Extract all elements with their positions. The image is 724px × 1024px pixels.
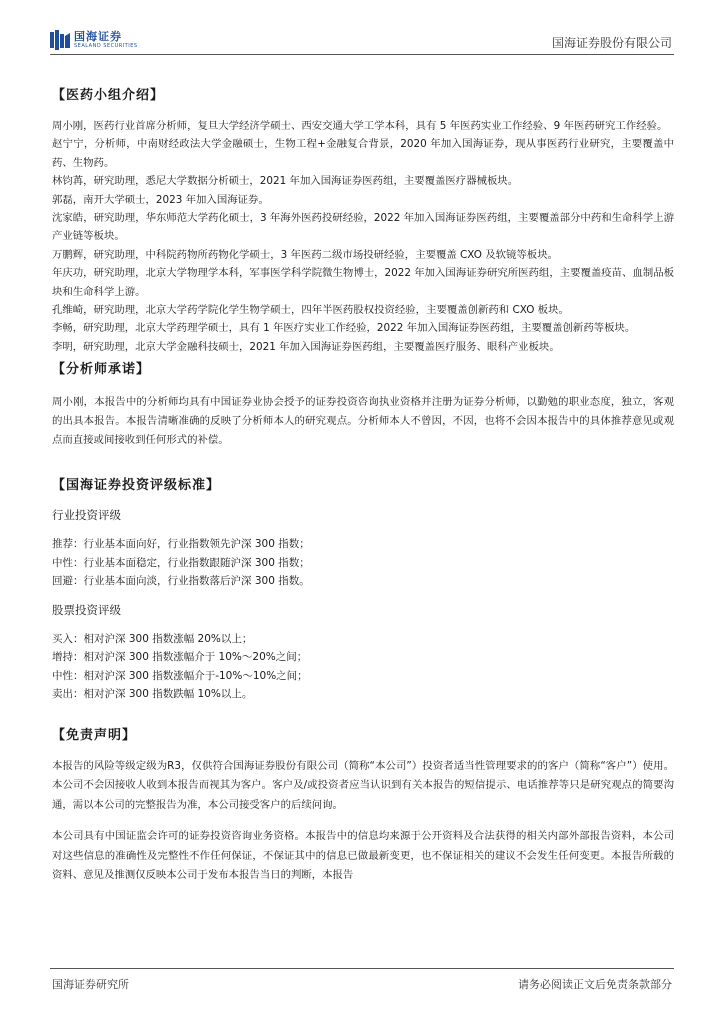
team-section-title: 【医药小组介绍】	[52, 88, 165, 103]
footer-left-text: 国海证券研究所	[52, 978, 129, 991]
industry-rating-title: 行业投资评级	[52, 508, 121, 523]
stock-rating-1: 增持：相对沪深 300 指数涨幅介于 10%～20%之间；	[52, 651, 308, 664]
footer-right-text: 请务必阅读正文后免责条款部分	[518, 978, 672, 991]
team-member-6: 年庆功，研究助理，北京大学物理学本科，军事医学科学院微生物博士，2022 年加入国海证券研究所医药组，主要覆盖疫苗、血制品板块和生命科学上游。	[52, 267, 675, 298]
team-member-8: 李畅，研究助理，北京大学药理学硕士，具有 1 年医疗实业工作经验，2022 年加入国海证券医药组，主要覆盖创新药等板块。	[52, 322, 636, 335]
pledge-section-title: 【分析师承诺】	[52, 362, 151, 378]
team-member-9: 李明，研究助理，北京大学金融科技硕士，2021 年加入国海证券医药组，主要覆盖医疗服务、眼科产业板块。	[52, 340, 560, 353]
page-header	[0, 0, 724, 62]
sealand-logo-icon	[50, 30, 70, 50]
team-member-7: 孔维崎，研究助理，北京大学药学院化学生物学硕士，四年半医药股权投资经验，主要覆盖创新药和 CXO 板块。	[52, 304, 569, 317]
team-member-3: 郭磊，南开大学硕士，2023 年加入国海证券。	[52, 193, 269, 206]
stock-rating-3: 卖出：相对沪深 300 指数跌幅 10%以上。	[52, 688, 253, 701]
pledge-text: 周小刚，本报告中的分析师均具有中国证券业协会授予的证券投资咨询执业资格并注册为证券分析师，以勤勉的职业态度，独立，客观的出具本报告。本报告清晰准确的反映了分析师本人的研究观点。分析师本人不曾因，不因，也将不会因本报告中的具体推荐意见或观点而直接或间接收到任何形式的补偿。	[52, 396, 674, 447]
header-divider	[50, 54, 674, 55]
industry-rating-0: 推荐：行业基本面向好，行业指数领先沪深 300 指数；	[52, 538, 310, 551]
team-members	[52, 117, 674, 356]
team-member-1: 赵宁宁，分析师，中南财经政法大学金融硕士，生物工程+金融复合背景，2020 年加入国海证券，现从事医药行业研究，主要覆盖中药、生物药。	[52, 138, 674, 169]
stock-rating-title: 股票投资评级	[52, 602, 121, 617]
team-member-2: 林钧苒，研究助理，悉尼大学数据分析硕士，2021 年加入国海证券医药组，主要覆盖医疗器械板块。	[52, 175, 519, 188]
team-member-0: 周小刚，医药行业首席分析师，复旦大学经济学硕士、西安交通大学工学本科，具有 5 年医药实业工作经验、9 年医药研究工作经验。	[52, 120, 668, 132]
rating-section-title: 【国海证券投资评级标准】	[52, 478, 221, 494]
logo-en-text: SEALAND SECURITIES	[74, 43, 138, 49]
industry-rating-2: 回避：行业基本面向淡，行业指数落后沪深 300 指数。	[52, 575, 310, 588]
disclaimer-paragraph-1: 本报告的风险等级定级为R3，仅供符合国海证券股份有限公司（简称“本公司”）投资者适当性管理要求的的客户（简称“客户”）使用。本公司不会因接收人收到本报告而视其为客户。客户及/或投资者应当认识到有关本报告的短信提示、电话推荐等只是研究观点的简要沟通，需以本公司的完整报告为准，本公司接受客户的后续问询。	[52, 759, 674, 811]
footer-divider	[50, 968, 674, 969]
company-name: 国海证券股份有限公司	[551, 36, 672, 50]
disclaimer-section-title: 【免责声明】	[52, 727, 137, 743]
page-content	[52, 80, 674, 886]
company-logo	[50, 30, 138, 50]
logo-cn-text: 国海证券	[74, 30, 122, 43]
team-member-4: 沈家皓，研究助理，华东师范大学药化硕士，3 年海外医药投研经验，2022 年加入国海证券医药组，主要覆盖部分中药和生命科学上游产业链等板块。	[52, 212, 674, 243]
disclaimer-paragraph-2: 本公司具有中国证监会许可的证券投资咨询业务资格。本报告中的信息均来源于公开资料及合法获得的相关内部外部报告资料，本公司对这些信息的准确性及完整性不作任何保证，不保证其中的信息已做最新变更，也不保证相关的建议不会发生任何变更。本报告所载的资料、意见及推测仅反映本公司于发布本报告当日的判断，本报告	[52, 830, 674, 882]
industry-rating-1: 中性：行业基本面稳定，行业指数跟随沪深 300 指数；	[52, 556, 310, 569]
team-member-5: 万鹏辉，研究助理，中科院药物所药物化学硕士，3 年医药二级市场投研经验，主要覆盖 CXO 及软镜等板块。	[52, 248, 558, 261]
stock-rating-2: 中性：相对沪深 300 指数涨幅介于-10%～10%之间；	[52, 669, 308, 682]
stock-rating-0: 买入：相对沪深 300 指数涨幅 20%以上；	[52, 632, 253, 645]
